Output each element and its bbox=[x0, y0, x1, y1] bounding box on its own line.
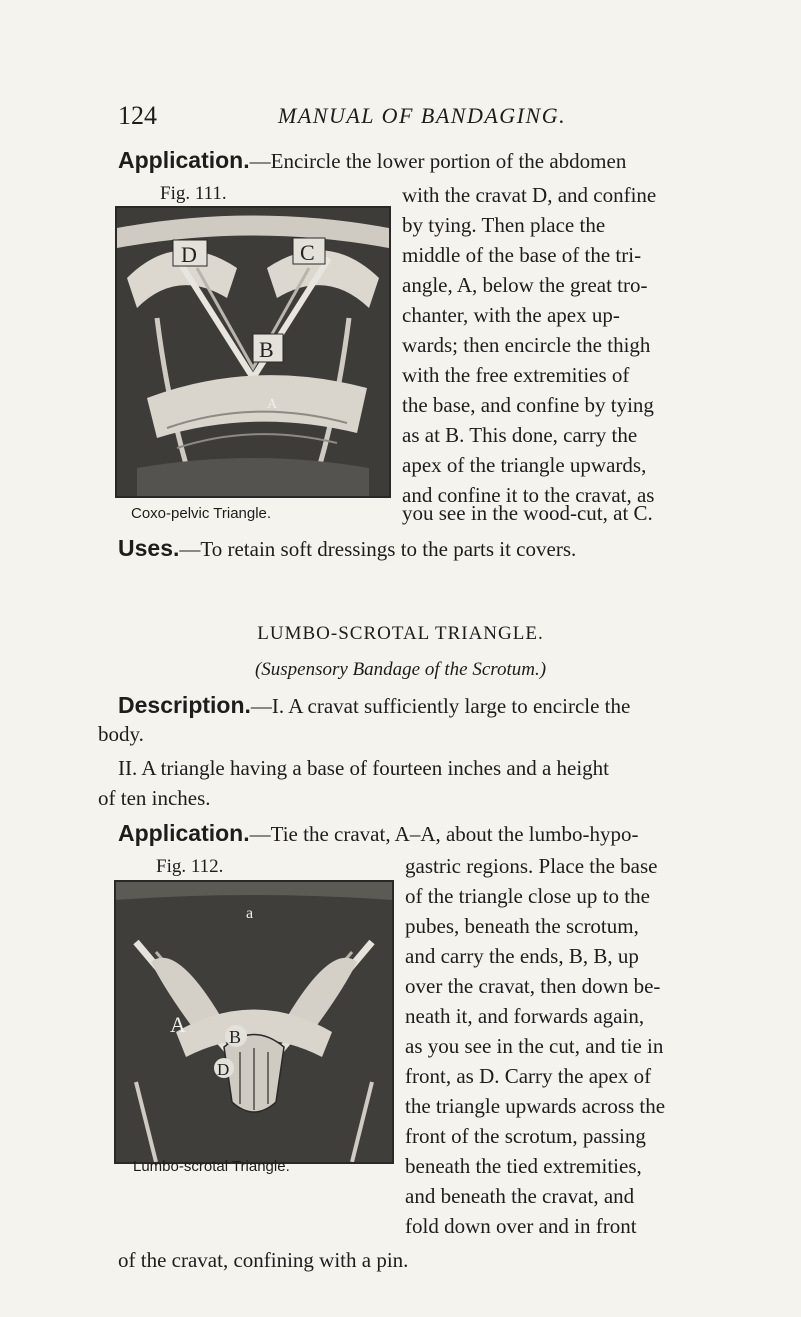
figure-111-woodcut bbox=[115, 206, 391, 498]
figure-111-label: B bbox=[259, 337, 274, 362]
application-paragraph-line: Application.—Encircle the lower portion of the abdomen bbox=[118, 147, 627, 173]
application-2-line: front, as D. Carry the apex of bbox=[405, 1064, 652, 1088]
application-paragraph-line: angle, A, below the great tro- bbox=[402, 273, 648, 297]
running-title: MANUAL OF BANDAGING. bbox=[278, 103, 567, 128]
running-head bbox=[118, 101, 718, 133]
application-2-line: neath it, and forwards again, bbox=[405, 1004, 645, 1028]
application-paragraph-line: chanter, with the apex up- bbox=[402, 303, 620, 327]
figure-112-caption: Lumbo-scrotal Triangle. bbox=[133, 1158, 290, 1175]
application-2-line: and carry the ends, B, B, up bbox=[405, 944, 639, 968]
uses-heading: Uses. bbox=[118, 535, 180, 561]
figure-112-label: D bbox=[217, 1060, 230, 1079]
application-paragraph-line: the base, and confine by tying bbox=[402, 393, 654, 417]
application-2-line: of the triangle close up to the bbox=[405, 884, 650, 908]
application-paragraph-line: with the free extremities of bbox=[402, 363, 630, 387]
application-2-line: of the cravat, confining with a pin. bbox=[118, 1248, 409, 1272]
application-paragraph-line: with the cravat D, and confine bbox=[402, 183, 657, 207]
application-2-heading: Application. bbox=[118, 820, 250, 846]
application-paragraph-line: and confine it to the cravat, as bbox=[402, 483, 655, 507]
figure-111-label: A bbox=[267, 397, 278, 412]
application-paragraph-line: wards; then encircle the thigh bbox=[402, 333, 651, 357]
application-2-line: over the cravat, then down be- bbox=[405, 974, 661, 998]
description-line: of ten inches. bbox=[98, 786, 211, 810]
figure-112-label: A bbox=[170, 1012, 186, 1037]
figure-111-caption: Coxo-pelvic Triangle. bbox=[131, 505, 272, 522]
svg-text:a: a bbox=[246, 905, 254, 922]
figure-112-label: B bbox=[229, 1027, 242, 1047]
figure-112-number: Fig. 112. bbox=[156, 856, 224, 877]
application-paragraph-line: middle of the base of the tri- bbox=[402, 243, 642, 267]
page-number: 124 bbox=[118, 101, 157, 130]
application-2-line: as you see in the cut, and tie in bbox=[405, 1034, 664, 1058]
application-paragraph-line: apex of the triangle upwards, bbox=[402, 453, 647, 477]
description-line: II. A triangle having a base of fourteen inches and a height bbox=[118, 756, 609, 780]
application-2-line: pubes, beneath the scrotum, bbox=[405, 914, 639, 938]
application-heading: Application. bbox=[118, 147, 250, 173]
section-subtitle: (Suspensory Bandage of the Scrotum.) bbox=[254, 659, 547, 680]
application-2-line: fold down over and in front bbox=[405, 1214, 637, 1238]
application-2-line: Application.—Tie the cravat, A–A, about the lumbo-hypo- bbox=[118, 820, 639, 846]
description-line: body. bbox=[98, 722, 144, 746]
application-paragraph-line: by tying. Then place the bbox=[402, 213, 606, 237]
application-2-line: gastric regions. Place the base bbox=[405, 854, 658, 878]
figure-111-label: D bbox=[181, 242, 197, 267]
figure-111-number: Fig. 111. bbox=[160, 183, 227, 204]
application-paragraph-line: as at B. This done, carry the bbox=[402, 423, 638, 447]
description-heading: Description. bbox=[118, 692, 251, 718]
application-2-line: front of the scrotum, passing bbox=[405, 1124, 646, 1148]
application-2-line: the triangle upwards across the bbox=[405, 1094, 666, 1118]
figure-112-woodcut bbox=[114, 880, 394, 1164]
figure-111-label: C bbox=[300, 240, 315, 265]
uses-line: Uses.—To retain soft dressings to the parts it covers. bbox=[118, 535, 577, 561]
application-paragraph-line: you see in the wood-cut, at C. bbox=[402, 501, 653, 525]
description-line: Description.—I. A cravat sufficiently large to encircle the bbox=[118, 692, 631, 718]
application-2-line: and beneath the cravat, and bbox=[405, 1184, 635, 1208]
application-2-line: beneath the tied extremities, bbox=[405, 1154, 642, 1178]
section-title: LUMBO-SCROTAL TRIANGLE. bbox=[257, 623, 544, 644]
